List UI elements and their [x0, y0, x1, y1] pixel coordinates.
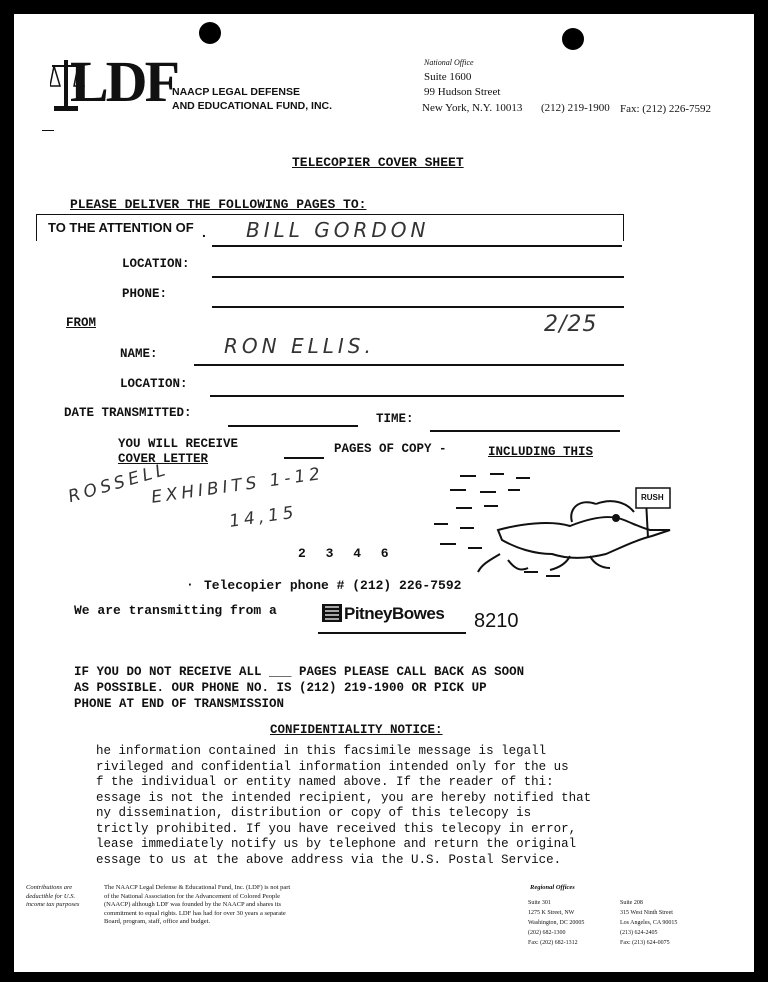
regional-office-la — [620, 898, 720, 948]
org-name-line1: NAACP LEGAL DEFENSE — [172, 86, 300, 98]
name-value: RON ELLIS. — [224, 334, 375, 358]
office-dc-line: (202) 682-1300 — [528, 930, 566, 936]
office-label: National Office — [424, 58, 474, 67]
date-handwritten: 2/25 — [544, 312, 598, 337]
address-line2: 99 Hudson Street — [424, 86, 501, 98]
including-text: INCLUDING THIS — [488, 445, 594, 459]
footer-disclaimer-line: Board, program, staff, office and budget. — [104, 918, 211, 925]
confidentiality-line: he information contained in this facsimile message is legall — [96, 744, 547, 758]
roadrunner-drawing-icon — [420, 468, 690, 578]
page-count-line — [284, 457, 324, 459]
confidentiality-heading: CONFIDENTIALITY NOTICE: — [270, 723, 443, 737]
office-dc-line: Suite 301 — [528, 900, 551, 906]
attention-colon: . — [202, 224, 206, 240]
receive-text2: PAGES OF COPY - — [334, 442, 447, 456]
address-line1: Suite 1600 — [424, 71, 472, 83]
location-line — [212, 276, 624, 278]
deliver-heading: PLEASE DELIVER THE FOLLOWING PAGES TO: — [70, 197, 367, 212]
transmitting-text: We are transmitting from a — [74, 603, 277, 618]
ldf-logo — [50, 49, 177, 114]
address-line3: New York, N.Y. 10013 — [422, 102, 523, 114]
confidentiality-line: essage is not the intended recipient, you are hereby notified that — [96, 790, 592, 805]
model-number: 8210 — [474, 610, 519, 632]
punch-hole-left — [199, 22, 221, 44]
regional-offices-label: Regional Offices — [530, 884, 575, 891]
confidentiality-line: rivileged and confidential information intended only for the us — [96, 759, 569, 774]
cover-letter-text: COVER LETTER — [118, 452, 209, 466]
attention-value: BILL GORDON — [246, 218, 430, 242]
note-pages: 14,15 — [228, 502, 299, 532]
roadrunner-cartoon — [420, 468, 690, 578]
pitney-bowes-icon — [322, 604, 342, 622]
time-label: TIME: — [376, 412, 414, 426]
confidentiality-line: f the individual or entity named above. If the reader of thi: — [96, 775, 554, 789]
office-la-line: 315 West Ninth Street — [620, 910, 673, 916]
footer-tax-note — [26, 884, 106, 910]
time-line — [430, 430, 620, 432]
callback-line3: PHONE AT END OF TRANSMISSION — [74, 697, 285, 711]
office-la-line: Los Angeles, CA 90015 — [620, 920, 678, 926]
attention-label: TO THE ATTENTION OF — [48, 220, 194, 235]
telecopier-bullet: · — [186, 577, 194, 592]
punch-hole-right — [562, 28, 584, 50]
rush-sign-text: RUSH — [641, 493, 664, 502]
footer-tax-line: income tax purposes — [26, 901, 80, 908]
footer-disclaimer — [104, 884, 364, 927]
footer-disclaimer-line: of the National Association for the Advancement of Colored People — [104, 892, 280, 900]
note-rossell: ROSSELL — [66, 459, 172, 508]
callback-line1: IF YOU DO NOT RECEIVE ALL ___ PAGES PLEASE CALL BACK AS SOON — [74, 665, 525, 679]
page-numbers: 2 3 4 6 — [298, 546, 395, 561]
location-label: LOCATION: — [122, 257, 190, 271]
footer-disclaimer-line: commitment to equal rights. LDF has had for over 30 years a separate — [104, 909, 286, 917]
footer-disclaimer-line: (NAACP) although LDF was founded by the NAACP and shares its — [104, 901, 282, 908]
name-label: NAME: — [120, 347, 158, 361]
logo-text: LDF — [70, 49, 177, 114]
from-label: FROM — [66, 316, 97, 330]
office-phone: (212) 219-1900 — [541, 102, 610, 114]
office-dc-line: Fax: (202) 682-1312 — [528, 940, 578, 946]
office-la-line: Fax: (213) 624-0075 — [620, 940, 670, 946]
margin-tick — [42, 130, 54, 131]
phone-label: PHONE: — [122, 287, 168, 301]
callback-line2: AS POSSIBLE. OUR PHONE NO. IS (212) 219-1900 OR PICK UP — [74, 681, 487, 695]
confidentiality-line: essage to us at the above address via the U.S. Postal Service. — [96, 852, 562, 867]
from-location-label: LOCATION: — [120, 377, 188, 391]
confidentiality-line: trictly prohibited. If you have received this telecopy in error, — [96, 821, 577, 836]
note-exhibits: EXHIBITS 1-12 — [150, 463, 326, 508]
phone-line — [212, 306, 624, 308]
office-la-line: (213) 624-2405 — [620, 930, 658, 936]
name-line — [194, 364, 624, 366]
pitney-bowes-logo — [322, 604, 342, 622]
office-fax: Fax: (212) 226-7592 — [620, 103, 712, 115]
footer-tax-line: Contributions are — [26, 884, 73, 891]
fax-cover-page — [14, 14, 754, 972]
date-label: DATE TRANSMITTED: — [64, 406, 192, 420]
from-location-line — [210, 395, 624, 397]
brand-underline — [318, 632, 466, 634]
confidentiality-line: lease immediately notify us by telephone and return the original — [96, 837, 577, 851]
office-dc-line: 1275 K Street, NW — [528, 910, 575, 916]
confidentiality-line: ny dissemination, distribution or copy of this telecopy is — [96, 806, 532, 820]
attention-underline — [212, 245, 622, 247]
pitney-bowes-brand: PitneyBowes — [344, 604, 445, 623]
footer-disclaimer-line: The NAACP Legal Defense & Educational Fund, Inc. (LDF) is not part — [104, 884, 291, 891]
confidentiality-body — [96, 744, 656, 868]
office-dc-line: Washington, DC 20005 — [528, 920, 585, 926]
page-title: TELECOPIER COVER SHEET — [292, 155, 464, 170]
telecopier-phone: Telecopier phone # (212) 226-7592 — [204, 578, 462, 593]
footer-tax-line: deductible for U.S. — [26, 892, 76, 900]
date-line — [228, 425, 358, 427]
receive-text1: YOU WILL RECEIVE — [118, 437, 239, 451]
org-name-line2: AND EDUCATIONAL FUND, INC. — [172, 100, 333, 112]
regional-office-dc — [528, 898, 618, 948]
office-la-line: Suite 208 — [620, 900, 643, 906]
